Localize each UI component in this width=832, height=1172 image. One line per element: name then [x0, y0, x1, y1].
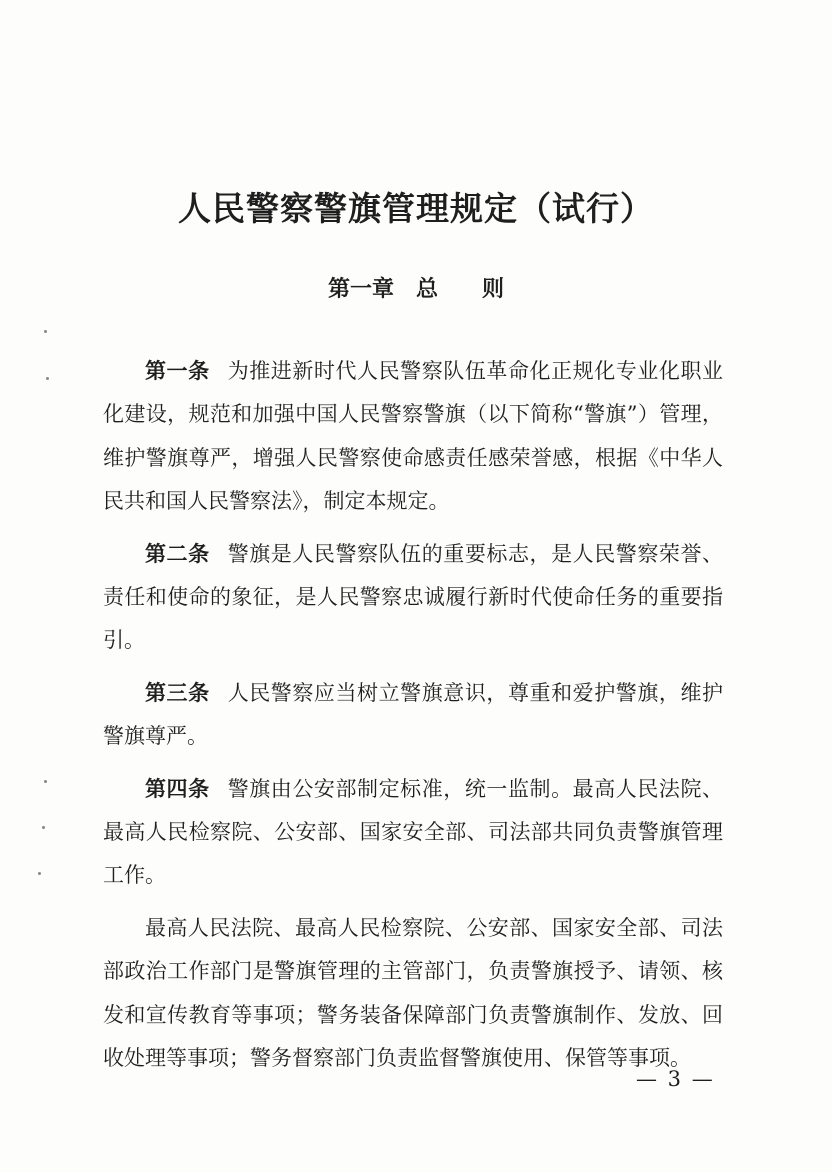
article-4	[103, 768, 723, 898]
article-text: 警旗是人民警察队伍的重要标志，是人民警察荣誉、责任和使命的象征，是人民警察忠诚履行新时代使命任务的重要指引。	[103, 541, 724, 653]
scan-speck	[42, 826, 45, 829]
article-1	[103, 350, 723, 524]
scan-speck	[46, 377, 49, 380]
scan-speck	[38, 872, 41, 875]
article-text: 警旗由公安部制定标准，统一监制。最高人民法院、最高人民检察院、公安部、国家安全部、司法部共同负责警旗管理工作。	[103, 776, 724, 888]
article-label: 第三条	[145, 680, 210, 705]
page-number: — 3 —	[636, 1067, 715, 1091]
article-label: 第二条	[145, 541, 210, 566]
article-4-paragraph-2: 最高人民法院、最高人民检察院、公安部、国家安全部、司法部政治工作部门是警旗管理的主管部门，负责警旗授予、请领、核发和宣传教育等事项；警务装备保障部门负责警旗制作、发放、回收处理等事项；警务督察部门负责监督警旗使用、保管等事项。	[103, 915, 723, 1071]
chapter-title-char-1: 总	[415, 277, 438, 302]
article-3	[103, 672, 723, 759]
article-label: 第一条	[145, 359, 210, 383]
chapter-title-char-2: 则	[482, 277, 505, 302]
chapter-heading	[0, 273, 832, 307]
scan-speck	[44, 780, 47, 783]
article-label: 第四条	[145, 776, 210, 801]
article-2	[103, 533, 723, 663]
article-text: 人民警察应当树立警旗意识，尊重和爱护警旗，维护警旗尊严。	[103, 680, 724, 749]
scan-speck	[44, 330, 47, 333]
chapter-number: 第一章	[327, 277, 394, 302]
document-body	[103, 350, 723, 1081]
document-title: 人民警察警旗管理规定（试行）	[178, 189, 654, 228]
article-text: 为推进新时代人民警察队伍革命化正规化专业化职业化建设，规范和加强中国人民警察警旗（以下简称“警旗”）管理，维护警旗尊严，增强人民警察使命感责任感荣誉感，根据《中华人民共和国人民警察法》，制定本规定。	[103, 359, 724, 514]
